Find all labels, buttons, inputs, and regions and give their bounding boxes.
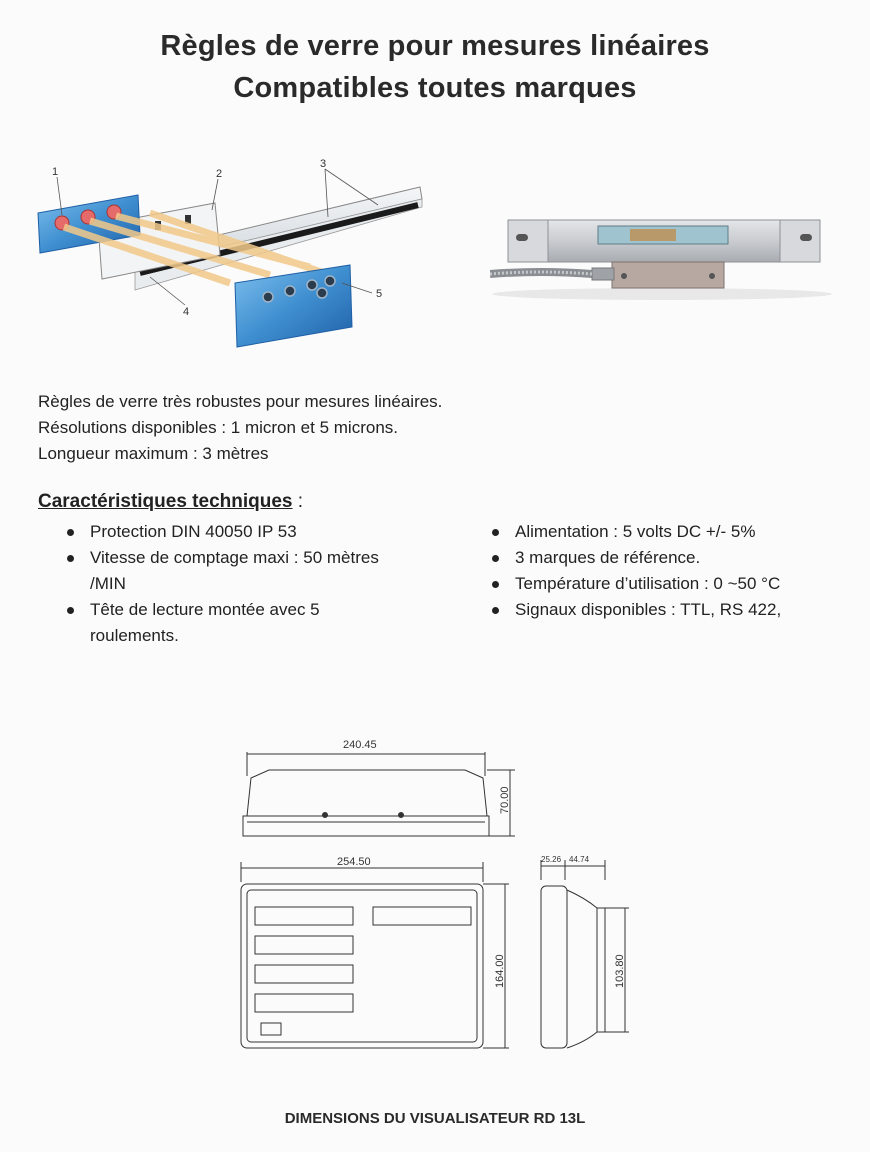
- linear-scale-photo: [490, 210, 835, 302]
- callout-1: 1: [52, 166, 59, 178]
- spec-item: Alimentation : 5 volts DC +/- 5%: [487, 519, 857, 545]
- page-title-line-2: Compatibles toutes marques: [233, 72, 637, 104]
- top-view: [243, 752, 515, 836]
- intro-line-3: Longueur maximum : 3 mètres: [38, 444, 269, 463]
- specs-heading: [38, 491, 303, 513]
- intro-line-2: Résolutions disponibles : 1 micron et 5 microns.: [38, 418, 398, 437]
- specs-heading-label: Caractéristiques techniques: [38, 491, 293, 512]
- display-window-top-right: [373, 907, 471, 925]
- spec-item: Vitesse de comptage maxi : 50 mètres /MIN: [62, 545, 392, 597]
- dim-side-a: 25.26: [541, 855, 562, 864]
- callout-2: 2: [216, 168, 223, 180]
- display-window-3: [255, 965, 353, 983]
- photodiode-plate: [235, 265, 352, 347]
- display-window-4: [255, 994, 353, 1012]
- dim-side-height: 103.80: [614, 954, 626, 988]
- spec-item: Signaux disponibles : TTL, RS 422,: [487, 597, 857, 623]
- specs-list-right: [487, 519, 857, 623]
- power-indicator: [261, 1023, 281, 1035]
- intro-line-1: Règles de verre très robustes pour mesures linéaires.: [38, 392, 443, 411]
- cable: [490, 272, 592, 274]
- dim-top-height: 70.00: [499, 786, 511, 814]
- side-view: [541, 860, 629, 1048]
- specs-heading-suffix: :: [292, 491, 304, 512]
- intro-text: [38, 389, 442, 467]
- reading-head: [612, 262, 724, 288]
- spec-item: Tête de lecture montée avec 5 roulements.: [62, 597, 392, 649]
- dim-top-width: 240.45: [343, 739, 377, 751]
- front-view: [241, 862, 509, 1048]
- spec-item: Protection DIN 40050 IP 53: [62, 519, 392, 545]
- display-window-1: [255, 907, 353, 925]
- drawing-caption: DIMENSIONS DU VISUALISATEUR RD 13L: [284, 1110, 586, 1127]
- page-title-line-1: Règles de verre pour mesures linéaires: [160, 30, 710, 62]
- dimension-drawing: [225, 730, 645, 1060]
- spec-item: Température d’utilisation : 0 ~50 °C: [487, 571, 857, 597]
- dim-front-height: 164.00: [494, 954, 506, 988]
- glass-scale-exploded-diagram: [30, 155, 440, 355]
- callout-5: 5: [376, 288, 383, 300]
- callout-3: 3: [320, 158, 327, 170]
- dim-front-width: 254.50: [337, 856, 371, 868]
- specs-list-left: [62, 519, 392, 649]
- dim-side-b: 44.74: [569, 855, 590, 864]
- right-end-cap: [780, 220, 820, 262]
- left-end-cap: [508, 220, 548, 262]
- callout-4: 4: [183, 306, 190, 318]
- display-window-2: [255, 936, 353, 954]
- spec-item: 3 marques de référence.: [487, 545, 857, 571]
